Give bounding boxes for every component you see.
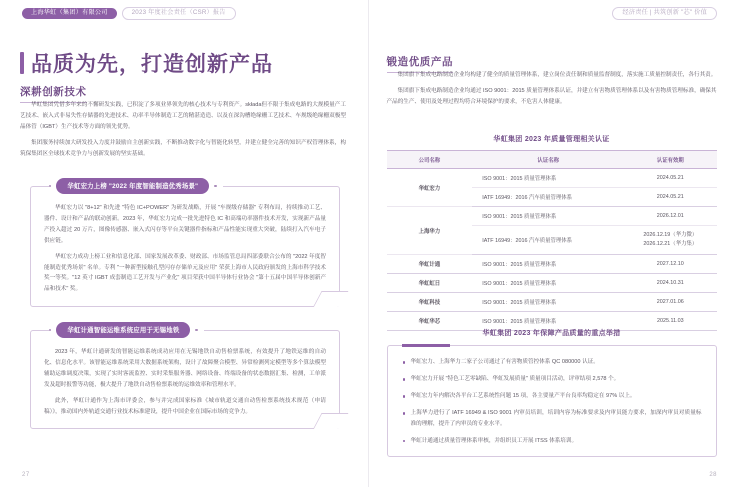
callout-card-smart-manufacturing (30, 183, 340, 307)
bullet-dot-icon (214, 185, 216, 187)
running-header-left (22, 7, 236, 20)
column-header-cert: 认证名称 (472, 151, 624, 169)
cell-validity-date: 2024.05.21 (624, 188, 716, 207)
measure-item: 上海华力进行了 IATF 16949 & ISO 9001 内审员培训，培训内容为标准要求及内审员能力要求，加深内审员对质量标准的理解，提升了内审员的专业水平。 (402, 408, 702, 430)
cell-company-name: 上海华力 (387, 207, 473, 255)
bullet-dot-icon (49, 185, 51, 187)
intro-paragraph-1: 华虹集团凭借多年来的不懈研发实践，已积淀了多项业界领先的核心技术与专利资产。składa但不限于集成电路的大规模量产工艺技术、嵌入式非易失性存储器的先进技术、功率半导体制造工艺的精湛造造、以及在深沟槽绝缘栅工艺技术、车规级绝缘栅双极型晶体管（IGBT）生产技术等方面的领先优势。 (20, 102, 346, 130)
measures-accent-line (402, 344, 450, 346)
cell-company-name: 华虹宏力 (387, 169, 473, 207)
page-right (369, 0, 737, 487)
measures-box (387, 345, 717, 457)
measures-block (387, 328, 717, 457)
cell-validity-date: 2027.12.10 (624, 255, 716, 274)
cell-certification-name: IATF 16949：2016 汽车质量管理体系 (472, 188, 624, 207)
measure-item: 华虹宏力年内解决各平台工艺系统性问题 15 项，各主要量产平台良率均稳定在 97% 以上。 (402, 391, 702, 402)
callout-tab-2 (49, 322, 204, 338)
callout-2-paragraph-2: 此外，华虹计通作为上海市评委会，参与并完成国家标准《城市轨道交通自动售检票系统技术规范（申请稿）》，推动国内外轨道交通行业技术标准建设，提升中国企业在国际市场的竞争力。 (44, 397, 326, 415)
table-row (387, 169, 717, 188)
cell-company-name: 华虹计通 (387, 255, 473, 274)
cell-validity-date: 2024.10.31 (624, 274, 716, 293)
cell-certification-name: ISO 9001：2015 质量管理体系 (472, 169, 624, 188)
page-title (20, 48, 273, 78)
certification-table (387, 150, 717, 331)
column-header-company: 公司名称 (387, 151, 473, 169)
intro-block (20, 100, 346, 165)
table-row (387, 293, 717, 312)
chapter-pill: 经济责任 | 共筑创新 "芯" 价值 (612, 7, 717, 20)
section-heading-quality: 锻造优质产品 (387, 54, 454, 73)
callout-tab-label-2: 华虹计通智能运维系统应用于无锡地铁 (56, 322, 190, 338)
callout-tab-1 (49, 178, 223, 194)
cell-certification-name: ISO 9001：2015 质量管理体系 (472, 255, 624, 274)
callout-2-paragraph-1: 2023 年，华虹计通研发的智能运维系统成功应用在无锡地铁自动售检票系统，有效提升了地铁运维的自动化、信息化水平。该智能运维系统采用大数据系统架构，设计了故障聚合模型、异常检测列定模型等多个算法模型辅助运维调度决策，实现了实时客流监控、实时采集服务器、网络设备、终端设备的状态数据汇集、检测，工单派发及超时报警等功能，极大提升了地铁自动售检票系统的运维效率和管理水平。 (44, 349, 326, 388)
cell-certification-name: ISO 9001：2015 质量管理体系 (472, 274, 624, 293)
running-header-right (612, 7, 717, 20)
callout-tab-label-1: 华虹宏力上榜 "2022 年度智能制造优秀场景" (56, 178, 209, 194)
table-row (387, 274, 717, 293)
section-heading-innovation: 深耕创新技术 (20, 84, 87, 103)
measure-item: 华虹宏力开展 "特色工艺零缺陷、华虹发展质量" 质量项目活动，评审结项 2,578 个。 (402, 374, 702, 385)
table-row (387, 255, 717, 274)
table-row (387, 207, 717, 226)
certification-table-body (387, 169, 717, 331)
cell-validity-date: 2026.12.01 (624, 207, 716, 226)
bullet-dot-icon (49, 329, 51, 331)
cell-certification-name: ISO 9001：2015 质量管理体系 (472, 312, 624, 331)
cell-validity-date: 2027.01.06 (624, 293, 716, 312)
page-title-text: 品质为先，打造创新产品 (31, 53, 273, 76)
measures-list (402, 357, 702, 446)
cell-certification-name: ISO 9001：2015 质量管理体系 (472, 207, 624, 226)
cell-validity-date: 2024.05.21 (624, 169, 716, 188)
callout-card-metro-ops (30, 327, 340, 429)
cell-validity-date: 2025.11.03 (624, 312, 716, 331)
cell-certification-name: ISO 9001：2015 质量管理体系 (472, 293, 624, 312)
page-number-left: 27 (22, 472, 30, 478)
table-title: 华虹集团 2023 年质量管理相关认证 (493, 136, 610, 143)
table-header-row (387, 151, 717, 169)
measure-item: 华虹计通通过质量管理体系审核，并组织员工开展 ITSS 体系培训。 (402, 436, 702, 447)
quality-paragraph-2: 集团旗下集成电路制造企业均通过 ISO 9001：2015 质量管理体系认证，并建立有害物质管理体系以及有害物质管理标准，确保其产品的生产、使用及处理过程均符合环境保护的要求，不危害人体健康。 (386, 87, 717, 105)
cell-certification-name: IATF 16949：2016 汽车质量管理体系 (472, 226, 624, 255)
intro-paragraph-2: 集团服务持续加大研发投入力度并鼓励自主创新实践，不断推动数字化与智能化转型，并建立健全完善的知识产权管理体系，构筑保集团区全球技术竞争力与创新发展的坚实基础。 (20, 139, 346, 157)
quality-intro-block (387, 70, 717, 113)
cell-company-name: 华虹科技 (387, 293, 473, 312)
column-header-validity: 认证有效期 (624, 151, 716, 169)
measures-title: 华虹集团 2023 年保障产品质量的重点举措 (482, 330, 621, 337)
cell-validity-date: 2026.12.19（华力微） 2026.12.21（华力集） (624, 226, 716, 255)
cell-company-name: 华虹华芯 (387, 312, 473, 331)
title-accent-bar (20, 52, 24, 74)
report-pill: 2023 年度社会责任（CSR）报告 (122, 7, 236, 20)
page-number-right: 28 (709, 472, 717, 478)
callout-1-paragraph-2: 华虹宏力成功上榜工业和信息化部、国家发展改革委、财政部、市场监管总局四部委联合公布的 "2022 年度智能制造优秀场景" 名单。专利 "一种新型接触孔型闪存存储单元及应用" 荣获上海市人民政府颁发的上海市科学技术奖一等奖。"12 英寸 IGBT 成套制造工艺开发与产业化" 项目荣获中国半导体行业协会 "第十五届中国半导体创新产品和技术" 奖。 (44, 253, 326, 293)
bullet-dot-icon (195, 329, 197, 331)
company-pill: 上海华虹（集团）有限公司 (22, 8, 117, 19)
quality-paragraph-1: 集团旗下集成电路制造企业均构建了健全的质量管理体系，建立岗位责任制和质量监督制度，落实施工质量控制责任，各行其责。 (397, 72, 717, 78)
callout-1-paragraph-1: 华虹宏力以 "8+12" 和先进 "特色 IC+POWER" 为研发战略，开展 "车规级存储器" 专利布局，持续推动工艺、器件、设计和产品的联动创新。2023 年，华虹宏力完成一批先进特色 IC 和高端功率器件技术开发，实现新产品量产投入超过 20 万片，图像传感器、嵌入式闪存等平台关键器件指标和产品性能实现重大突破，陆续打入汽车电子供应链。 (44, 205, 326, 244)
certification-table-block (387, 134, 717, 331)
measure-item: 华虹宏力、上海华力二家子公司通过了有害物质管控体系 QC 080000 认证。 (402, 357, 702, 368)
cell-company-name: 华虹虹日 (387, 274, 473, 293)
